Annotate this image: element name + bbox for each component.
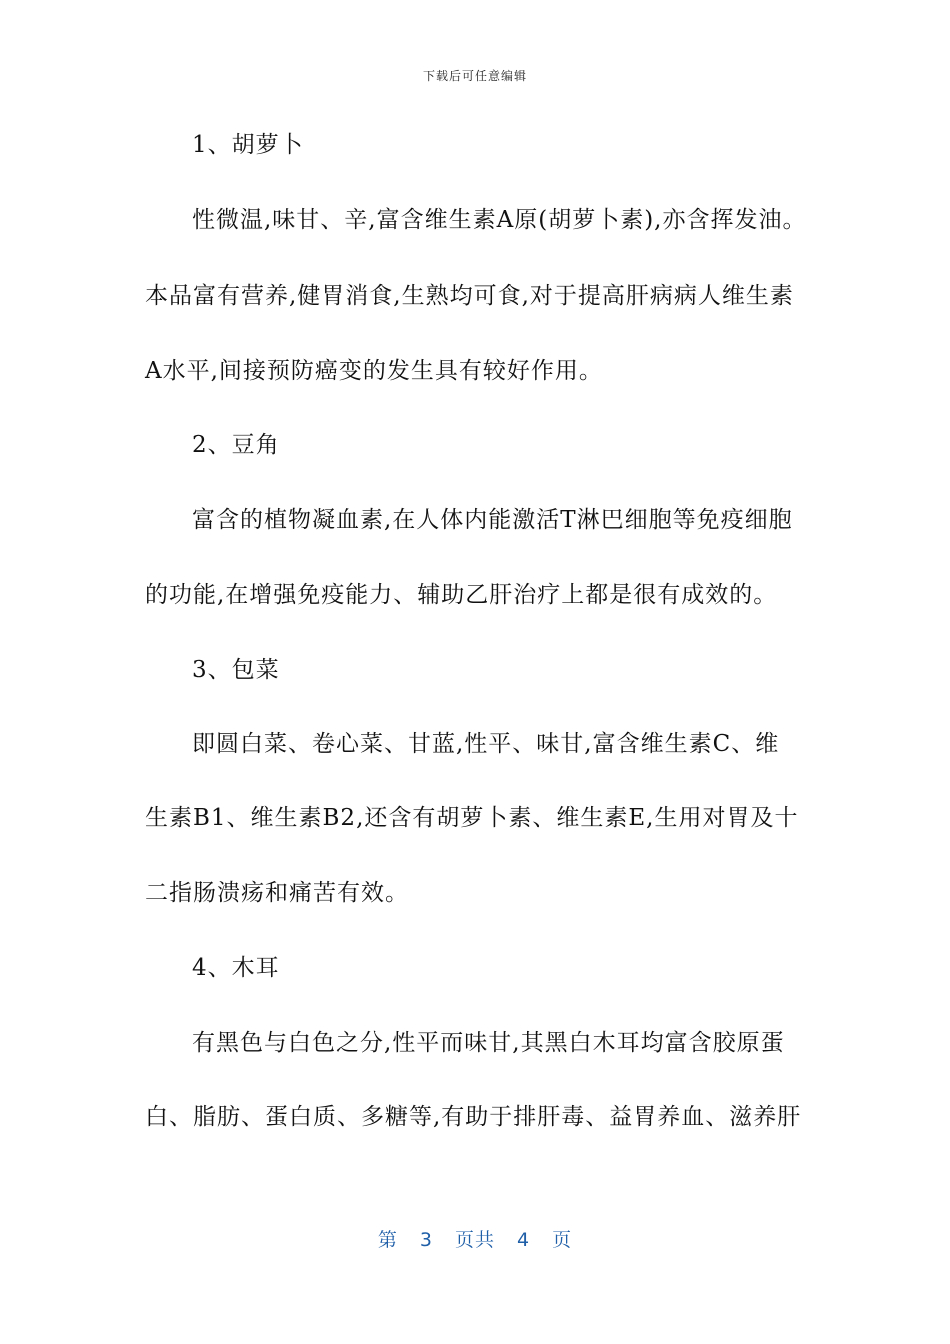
paragraph-line: 有黑色与白色之分,性平而味甘,其黑白木耳均富含胶原蛋 — [192, 1030, 785, 1056]
footer-prefix: 第 — [377, 1229, 398, 1251]
paragraph-line: 生素B1、维生素B2,还含有胡萝卜素、维生素E,生用对胃及十 — [145, 805, 799, 831]
paragraph-line: 富含的植物凝血素,在人体内能激活T淋巴细胞等免疫细胞 — [192, 507, 793, 533]
section-title-bean: 2、豆角 — [192, 432, 280, 458]
footer-middle: 页共 — [454, 1229, 495, 1251]
paragraph-line: A水平,间接预防癌变的发生具有较好作用。 — [145, 358, 603, 384]
paragraph-line: 二指肠溃疡和痛苦有效。 — [145, 880, 409, 906]
footer-current-page: 3 — [419, 1229, 433, 1251]
paragraph-line: 性微温,味甘、辛,富含维生素A原(胡萝卜素),亦含挥发油。 — [192, 207, 807, 233]
footer-suffix: 页 — [552, 1229, 573, 1251]
paragraph-line: 白、脂肪、蛋白质、多糖等,有助于排肝毒、益胃养血、滋养肝 — [145, 1104, 802, 1130]
paragraph-line: 的功能,在增强免疫能力、辅助乙肝治疗上都是很有成效的。 — [145, 582, 778, 608]
section-title-cabbage: 3、包菜 — [192, 657, 280, 683]
footer-total-pages: 4 — [517, 1229, 531, 1251]
paragraph-line: 本品富有营养,健胃消食,生熟均可食,对于提高肝病病人维生素 — [145, 283, 794, 309]
header-note: 下载后可任意编辑 — [422, 69, 527, 83]
section-title-carrot: 1、胡萝卜 — [192, 132, 304, 158]
paragraph-line: 即圆白菜、卷心菜、甘蓝,性平、味甘,富含维生素C、维 — [192, 731, 780, 757]
section-title-fungus: 4、木耳 — [192, 955, 280, 981]
page-footer — [0, 1225, 950, 1252]
